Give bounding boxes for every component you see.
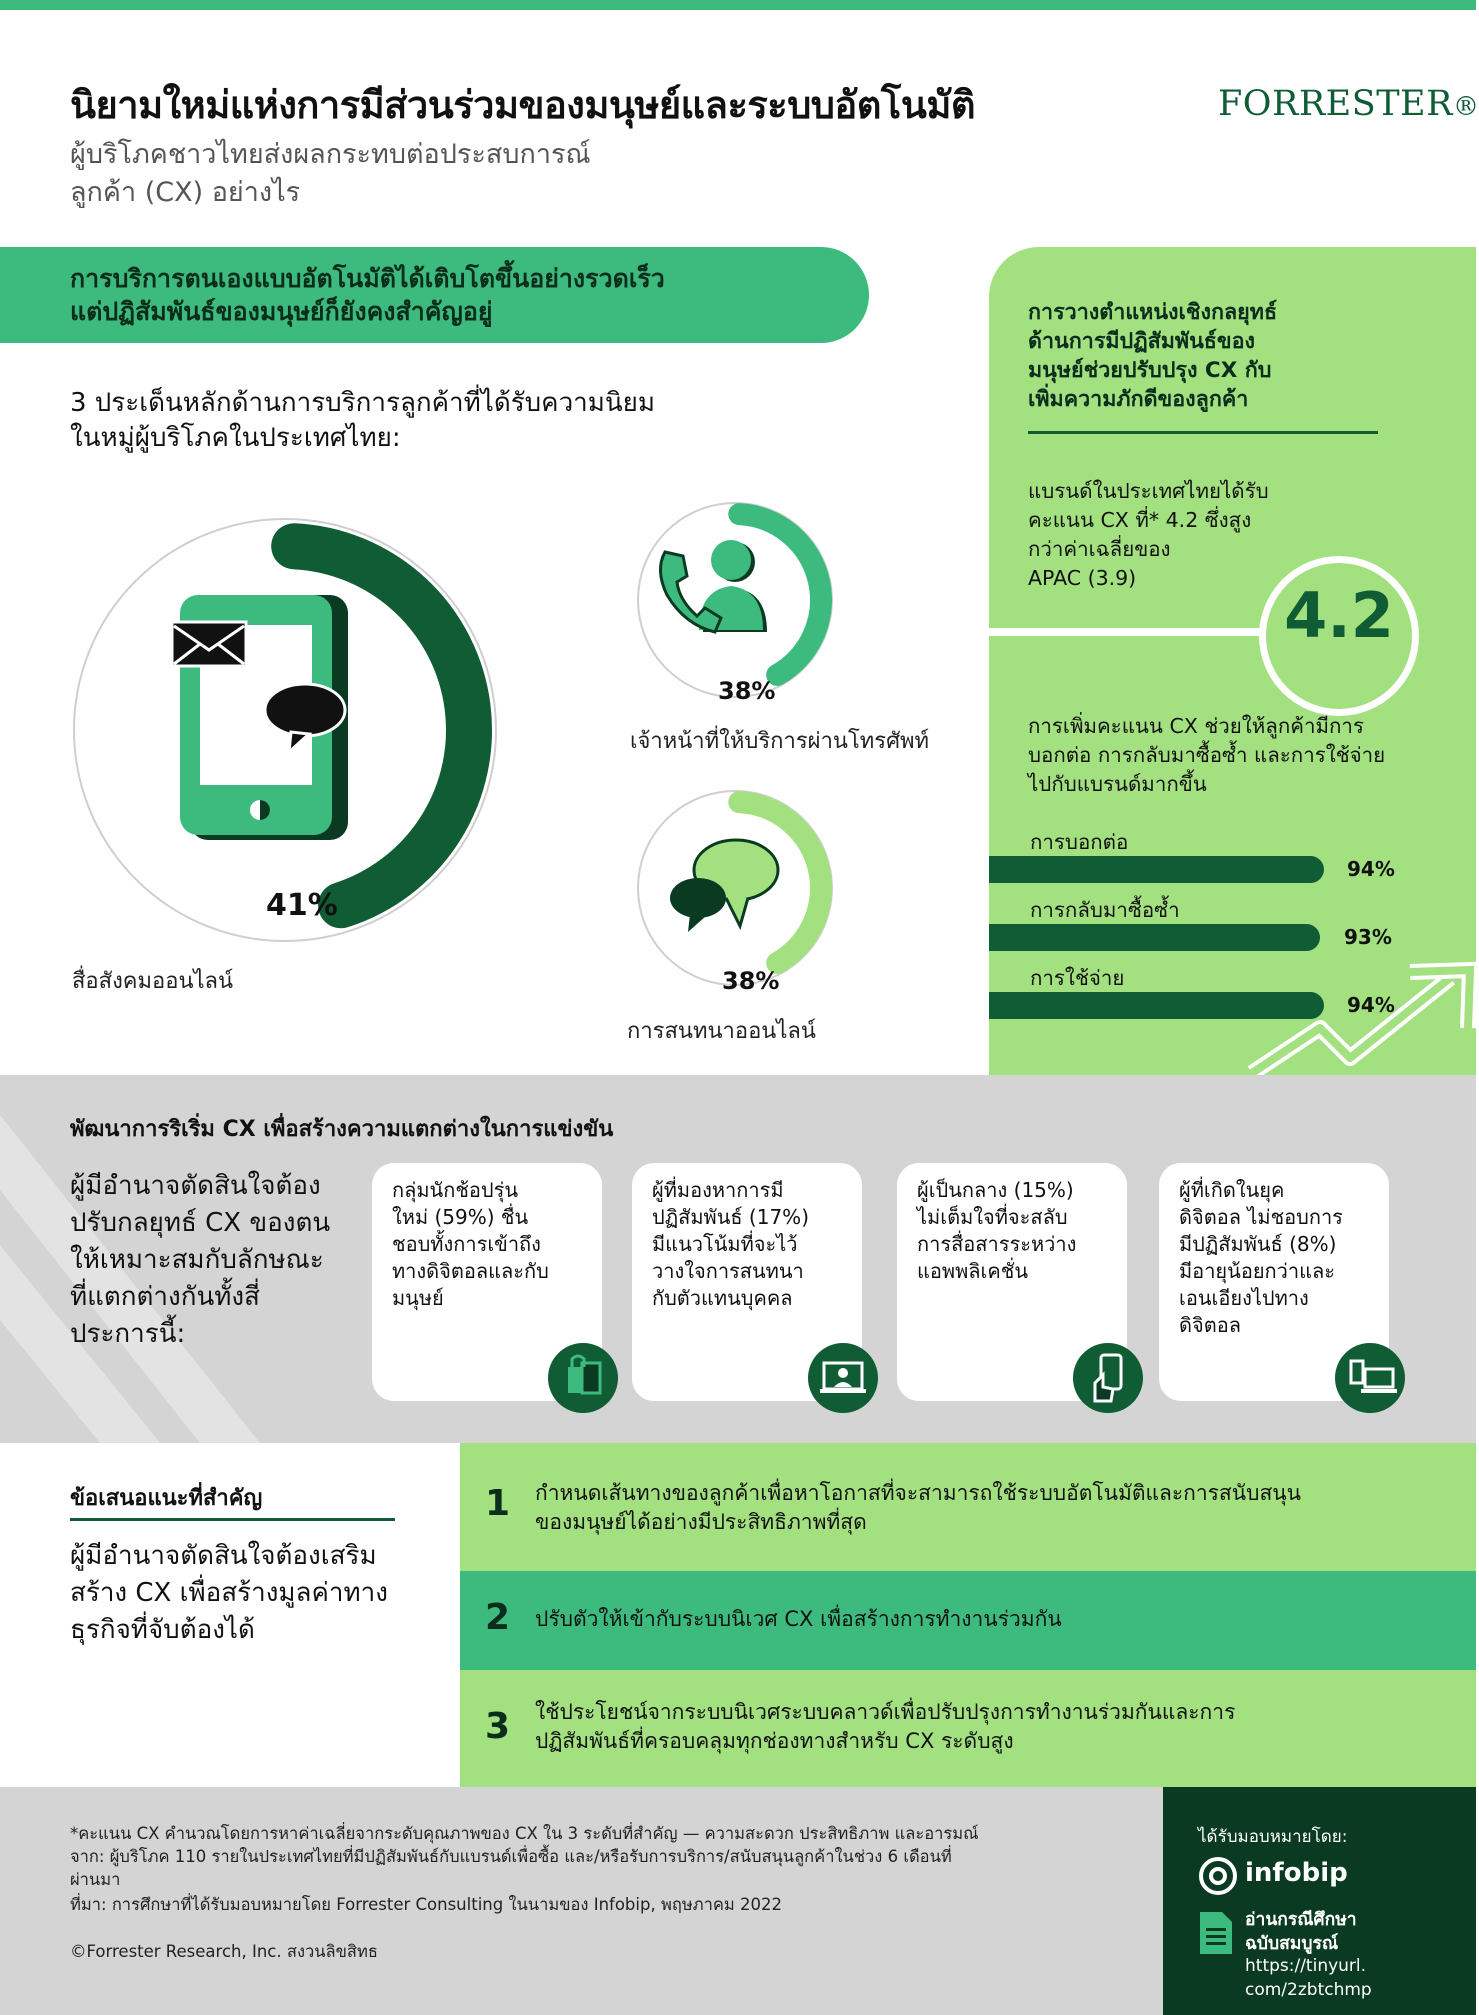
bar-value-advocacy: 94% [1347, 857, 1395, 881]
sponsor-label: ได้รับมอบหมายโดย: [1198, 1827, 1348, 1847]
infobip-logo: infobip [1245, 1858, 1348, 1888]
social-media-value: 41% [266, 888, 338, 923]
recommendations-heading: ข้อเสนอแนะที่สำคัญ [70, 1486, 263, 1511]
banner-text: การบริการตนเองแบบอัตโนมัติได้เติบโตขึ้นอย่างรวดเร็ว แต่ปฏิสัมพันธ์ของมนุษย์ก็ยังคงสำคัญอยู่ [70, 264, 665, 326]
segment-card-digital-natives: ผู้ที่เกิดในยุค ดิจิตอล ไม่ชอบการ มีปฏิสัมพันธ์ (8%) มีอายุน้อยกว่าและ เอนเอียงไปทาง ดิจิตอล [1159, 1163, 1389, 1401]
phone-agent-value: 38% [718, 677, 776, 705]
strategy-divider [1028, 431, 1378, 434]
top-accent-bar [0, 0, 1476, 10]
segment-card-interaction-seekers: ผู้ที่มองหาการมี ปฏิสัมพันธ์ (17%) มีแนวโน้มที่จะไว้ วางใจการสนทนา กับตัวแทนบุคคล [632, 1163, 862, 1401]
phone-agent-label: เจ้าหน้าที่ให้บริการผ่านโทรศัพท์ [630, 729, 930, 754]
study-url-link[interactable]: https://tinyurl. com/2zbtchmp [1245, 1956, 1372, 2000]
phone-agent-icon [655, 540, 775, 640]
recommendations-divider [70, 1518, 395, 1521]
bar-label-advocacy: การบอกต่อ [1030, 830, 1129, 854]
document-icon [1198, 1910, 1234, 1956]
bar-value-repurchase: 93% [1344, 925, 1392, 949]
chat-bubble-icon [263, 680, 353, 755]
copyright: ©Forrester Research, Inc. สงวนลิขสิทธ [70, 1942, 378, 1961]
social-media-label: สื่อสังคมออนไลน์ [72, 969, 234, 994]
bar-advocacy [989, 856, 1324, 883]
devices-icon [1335, 1343, 1405, 1413]
envelope-icon [170, 620, 250, 670]
bar-repurchase [989, 924, 1320, 951]
page-title: นิยามใหม่แห่งการมีส่วนร่วมของมนุษย์และระบบอัตโนมัติ [70, 83, 976, 127]
page-subtitle: ผู้บริโภคชาวไทยส่งผลกระทบต่อประสบการณ์ ลูกค้า (CX) อย่างไร [70, 139, 591, 208]
score-connector [989, 628, 1269, 636]
infobip-logo-icon [1198, 1856, 1238, 1896]
recommendation-2: 2 ปรับตัวให้เข้ากับระบบนิเวศ CX เพื่อสร้างการทำงานร่วมกัน [460, 1571, 1476, 1670]
segment-card-new-shoppers: กลุ่มนักช้อปรุ่น ใหม่ (59%) ชื่น ชอบทั้งการเข้าถึง ทางดิจิตอลและกับ มนุษย์ [372, 1163, 602, 1401]
segments-intro: ผู้มีอำนาจตัดสินใจต้อง ปรับกลยุทธ์ CX ของตน ให้เหมาะสมกับลักษณะ ที่แตกต่างกันทั้งสี่ ประการนี้: [70, 1171, 331, 1349]
read-full-study-link[interactable]: อ่านกรณีศึกษา ฉบับสมบูรณ์ [1245, 1910, 1357, 1954]
chat-bubbles-icon [668, 838, 788, 938]
channels-intro: 3 ประเด็นหลักด้านการบริการลูกค้าที่ได้รับความนิยม ในหมู่ผู้บริโภคในประเทศไทย: [70, 388, 656, 453]
strategy-benefit-text: การเพิ่มคะแนน CX ช่วยให้ลูกค้ามีการ บอกต่อ การกลับมาซื้อซ้ำ และการใช้จ่าย ไปกับแบรนด์มากขึ้น [1028, 714, 1386, 796]
shopping-bag-icon [548, 1343, 618, 1413]
recommendation-3: 3 ใช้ประโยชน์จากระบบนิเวศระบบคลาวด์เพื่อปรับปรุงการทำงานร่วมกันและการ ปฏิสัมพันธ์ที่ครอบคลุมทุกช่องทางสำหรับ CX ระดับสูง [460, 1670, 1476, 1787]
online-chat-label: การสนทนาออนไลน์ [627, 1019, 816, 1044]
segment-card-neutrals: ผู้เป็นกลาง (15%) ไม่เต็มใจที่จะสลับ การสื่อสารระหว่าง แอพพลิเคชั่น [897, 1163, 1127, 1401]
phone-tap-icon [1073, 1343, 1143, 1413]
recommendations-intro: ผู้มีอำนาจตัดสินใจต้องเสริม สร้าง CX เพื่อสร้างมูลค่าทาง ธุรกิจที่จับต้องได้ [70, 1541, 388, 1645]
strategy-score-text: แบรนด์ในประเทศไทยได้รับ คะแนน CX ที่* 4.2 ซึ่งสูง กว่าค่าเฉลี่ยของ APAC (3.9) [1028, 479, 1269, 590]
online-chat-value: 38% [722, 967, 780, 995]
methodology-note: *คะแนน CX คำนวณโดยการหาค่าเฉลี่ยจากระดับคุณภาพของ CX ใน 3 ระดับที่สำคัญ — ความสะดวก ประสิทธิภาพ และอารมณ์ จาก: ผู้บริโภค 110 รายในประเทศไทยที่มีปฏิสัมพันธ์กับแบรนด์เพื่อซื้อ และ/หรือรับการบริการ/สนับสนุนลูกค้าในช่วง 6 เดือนที่ ผ่านมา [70, 1824, 979, 1889]
strategy-heading: การวางตำแหน่งเชิงกลยุทธ์ ด้านการมีปฏิสัมพันธ์ของ มนุษย์ช่วยปรับปรุง CX กับ เพิ่มความภักดีของลูกค้า [1028, 300, 1278, 412]
recommendation-1: 1 กำหนดเส้นทางของลูกค้าเพื่อหาโอกาสที่จะสามารถใช้ระบบอัตโนมัติและการสนับสนุน ของมนุษย์ได้อย่างมีประสิทธิภาพที่สุด [460, 1443, 1476, 1571]
bar-label-spending: การใช้จ่าย [1030, 966, 1125, 990]
bar-value-spending: 94% [1347, 993, 1395, 1017]
growth-arrow-icon [1250, 968, 1476, 1075]
forrester-logo: FORRESTER® [1218, 84, 1479, 124]
source-note: ที่มา: การศึกษาที่ได้รับมอบหมายโดย Forrester Consulting ในนามของ Infobip, พฤษภาคม 2022 [70, 1895, 782, 1914]
segments-heading: พัฒนาการริเริ่ม CX เพื่อสร้างความแตกต่างในการแข่งขัน [70, 1117, 614, 1142]
cx-score: 4.2 [1284, 579, 1394, 652]
bar-spending [989, 992, 1324, 1019]
video-call-icon [808, 1343, 878, 1413]
bar-label-repurchase: การกลับมาซื้อซ้ำ [1030, 898, 1180, 922]
